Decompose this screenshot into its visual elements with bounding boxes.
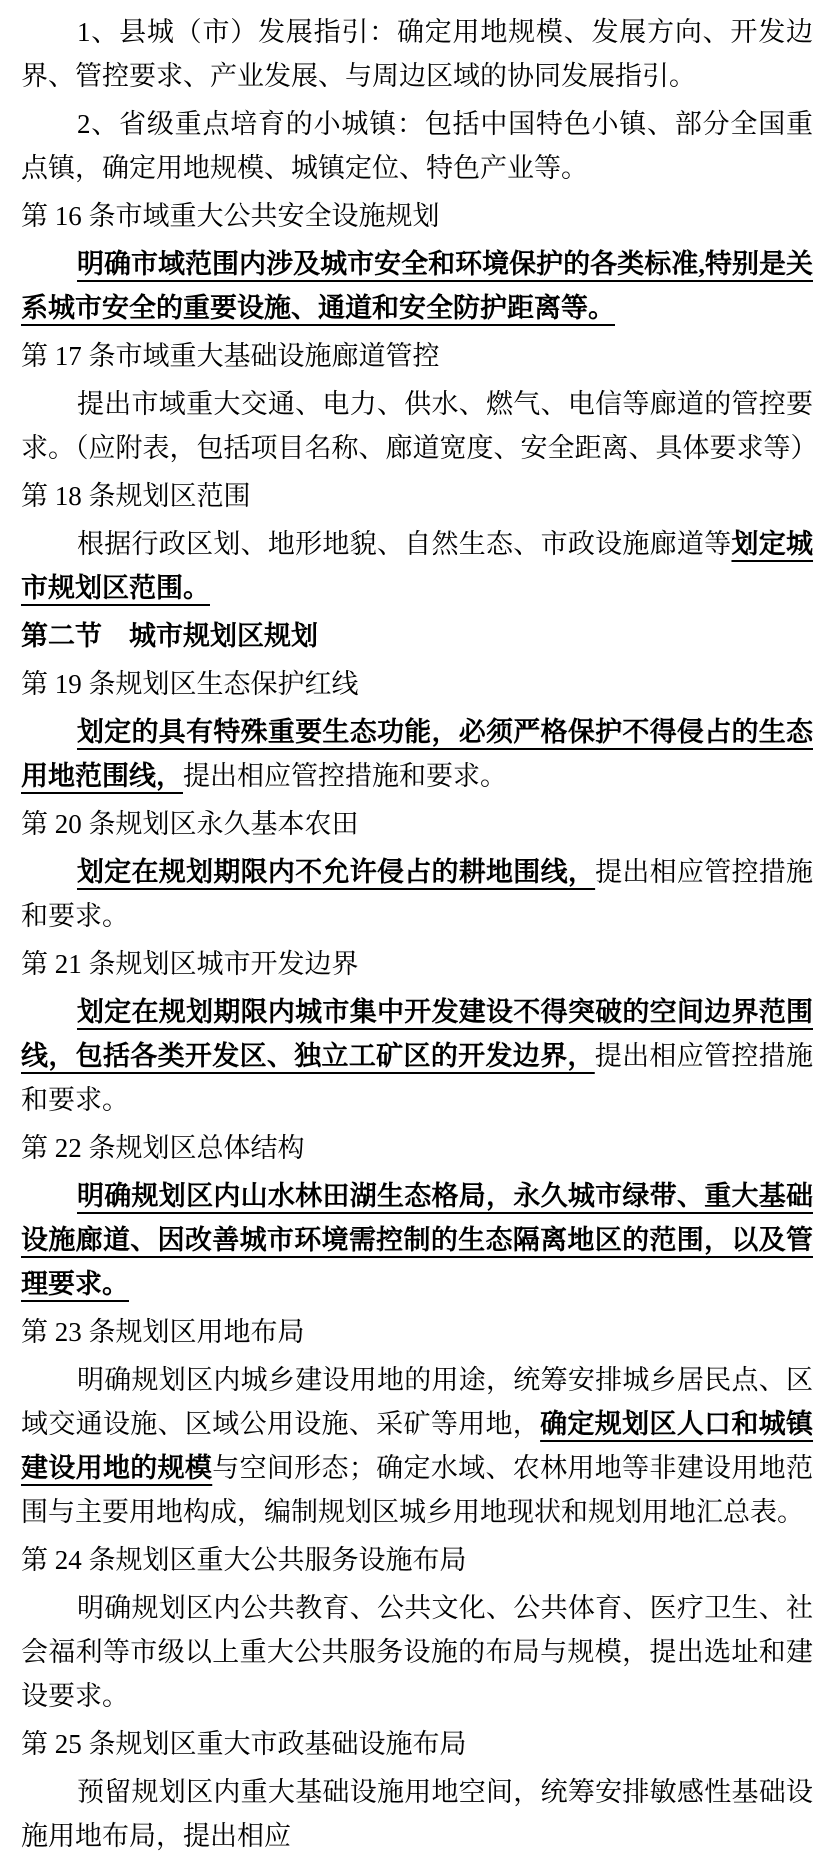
document-body — [21, 10, 818, 1858]
text-run: 第 16 条市域重大公共安全设施规划 — [21, 201, 440, 231]
article-18-heading — [21, 474, 813, 518]
text-run: 划定在规划期限内不允许侵占的耕地围线， — [77, 857, 596, 887]
text-run: 第 22 条规划区总体结构 — [21, 1133, 305, 1163]
text-run: 提出相应管控措施和要求。 — [21, 1041, 813, 1115]
text-run: 划定的具有特殊重要生态功能，必须严格保护不得侵占的生态用地范围线， — [21, 717, 813, 791]
article-25-body — [21, 1770, 813, 1858]
article-25-heading — [21, 1722, 813, 1766]
article-16-body — [21, 242, 813, 330]
article-23-heading — [21, 1310, 813, 1354]
text-run: 划定在规划期限内城市集中开发建设不得突破的空间边界范围线，包括各类开发区、独立工矿区的开发边界， — [21, 997, 813, 1071]
text-run: 2、省级重点培育的小城镇：包括中国特色小镇、部分全国重点镇，确定用地规模、城镇定位、特色产业等。 — [21, 109, 813, 183]
text-run: 1、县城（市）发展指引：确定用地规模、发展方向、开发边界、管控要求、产业发展、与周边区域的协同发展指引。 — [21, 17, 813, 91]
text-run: 第 20 条规划区永久基本农田 — [21, 809, 359, 839]
text-run: 与空间形态；确定水域、农林用地等非建设用地范围与主要用地构成，编制规划区城乡用地现状和规划用地汇总表。 — [21, 1453, 813, 1527]
article-24-heading — [21, 1538, 813, 1582]
text-run: 明确规划区内公共教育、公共文化、公共体育、医疗卫生、社会福利等市级以上重大公共服务设施的布局与规模，提出选址和建设要求。 — [21, 1593, 813, 1711]
text-run: 划定城市规划区范围。 — [21, 529, 814, 603]
text-run: 提出相应管控措施和要求。 — [21, 857, 814, 931]
article-16-heading — [21, 194, 813, 238]
article-19-heading — [21, 662, 813, 706]
text-run: 第 25 条规划区重大市政基础设施布局 — [21, 1729, 467, 1759]
text-run: 预留规划区内重大基础设施用地空间，统筹安排敏感性基础设施用地布局，提出相应 — [21, 1777, 813, 1851]
article-22-body — [21, 1174, 813, 1306]
text-run: 根据行政区划、地形地貌、自然生态、市政设施廊道等 — [77, 529, 732, 559]
article-17-body — [21, 382, 818, 470]
text-run: 提出市域重大交通、电力、供水、燃气、电信等廊道的管控要求。（应附表，包括项目名称、廊道宽度、安全距离、具体要求等） — [21, 389, 818, 463]
article-18-body — [21, 522, 813, 610]
article-24-body — [21, 1586, 813, 1718]
text-run: 提出相应管控措施和要求。 — [183, 761, 507, 791]
text-run: 明确规划区内城乡建设用地的用途，统筹安排城乡居民点、区域交通设施、区域公用设施、采矿等用地， — [21, 1365, 813, 1439]
text-run: 第 18 条规划区范围 — [21, 481, 251, 511]
article-17-heading — [21, 334, 813, 378]
article-21-body — [21, 990, 813, 1122]
text-run: 第 24 条规划区重大公共服务设施布局 — [21, 1545, 467, 1575]
text-run: 第 19 条规划区生态保护红线 — [21, 669, 359, 699]
text-run: 第 21 条规划区城市开发边界 — [21, 949, 359, 979]
text-run: 第 17 条市域重大基础设施廊道管控 — [21, 341, 440, 371]
text-run: 第二节 城市规划区规划 — [21, 621, 318, 651]
article-23-body — [21, 1358, 813, 1534]
list-item-1 — [21, 10, 813, 98]
article-19-body — [21, 710, 813, 798]
article-20-heading — [21, 802, 813, 846]
list-item-2 — [21, 102, 813, 190]
text-run: 明确规划区内山水林田湖生态格局，永久城市绿带、重大基础设施廊道、因改善城市环境需控制的生态隔离地区的范围，以及管理要求。 — [21, 1181, 813, 1299]
text-run: 第 23 条规划区用地布局 — [21, 1317, 305, 1347]
section-2-heading — [21, 614, 813, 658]
article-22-heading — [21, 1126, 813, 1170]
text-run: 明确市域范围内涉及城市安全和环境保护的各类标准,特别是关系城市安全的重要设施、通道和安全防护距离等。 — [21, 249, 813, 323]
text-run: 确定规划区人口和城镇建设用地的规模 — [21, 1409, 814, 1483]
article-20-body — [21, 850, 813, 938]
article-21-heading — [21, 942, 813, 986]
